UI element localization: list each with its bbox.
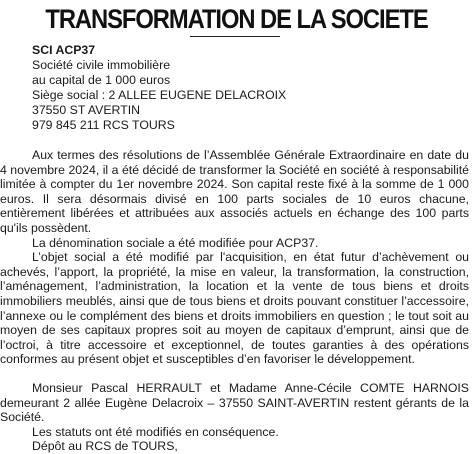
paragraph-transformation: Aux termes des résolutions de l’Assemblée Générale Extraordinaire en date du 4 novembre 2024, il a été décidé de transformer la Société en société à responsabilité limitée à compter du 1er novembre 2024. Son capital reste fixé à la somme de 1 000 euros. Il sera désormais divisé en 100 parts sociales de 10 euros chacune, entièrement libérées et attribuées aux associés actuels en échange des 100 parts qu'ils possèdent. [0,148,469,235]
paragraph-denomination: La dénomination sociale a été modifiée pour ACP37. [32,235,319,250]
paragraph-managers: Monsieur Pascal HERRAULT et Madame Anne-Cécile COMTE HARNOIS demeurant 2 allée Eugène Delacroix – 37550 SAINT-AVERTIN restent gérants de la Société. [0,380,469,425]
company-city: 37550 ST AVERTIN [32,103,140,117]
title-underline [190,36,280,37]
company-capital: au capital de 1 000 euros [32,73,171,87]
paragraph-object: L’objet social a été modifié par l'acquisition, en état futur d’achèvement ou achevés, l’apport, la propriété, la mise en valeur, la transformation, la construction, l’aménagement, l’administration, la location et la vente de tous biens et droits immobiliers meublés, ainsi que de tous biens et droits pouvant constituer l’accessoire, l’annexe ou le complément des biens et droits immobiliers en question ; le tout soit au moyen de ses capitaux propres soit au moyen de capitaux d’emprunt, ainsi que de l’octroi, à titre accessoire et exceptionnel, de toutes garanties à des opérations conformes au présent objet et susceptibles d’en favoriser le développement. [0,250,469,367]
company-seat: Siège social : 2 ALLEE EUGENE DELACROIX [32,88,287,102]
company-block [32,43,286,133]
paragraph-filing: Dépôt au RCS de TOURS, [32,439,178,454]
company-form: Société civile immobilière [32,58,171,72]
notice-body [0,148,469,454]
notice-title: TRANSFORMATION DE LA SOCIETE [45,4,428,34]
company-rcs: 979 845 211 RCS TOURS [32,118,175,132]
company-name: SCI ACP37 [32,43,96,57]
paragraph-statutes: Les statuts ont été modifiés en conséquence. [32,424,279,439]
